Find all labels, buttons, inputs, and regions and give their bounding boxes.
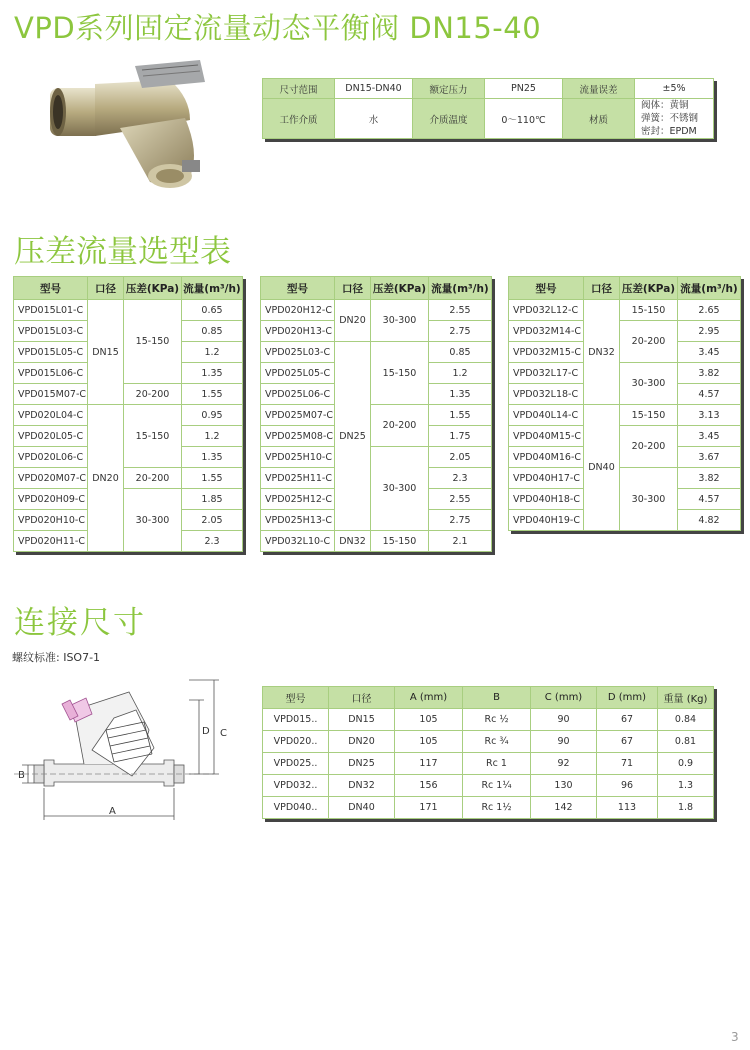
- model-cell: VPD015..: [263, 709, 329, 731]
- model-cell: VPD032L18-C: [509, 384, 584, 405]
- spec-label: 流量误差: [563, 79, 635, 99]
- model-cell: VPD040..: [263, 797, 329, 819]
- col-dn: 口径: [88, 277, 124, 300]
- header-row: [14, 277, 243, 300]
- header-row: [261, 277, 492, 300]
- dn-cell: DN15: [88, 300, 124, 405]
- flow-cell: 4.57: [678, 384, 741, 405]
- spec-value: PN25: [485, 79, 563, 99]
- dn-cell: DN40: [329, 797, 395, 819]
- col-dn: 口径: [329, 687, 395, 709]
- b-cell: Rc ½: [463, 709, 531, 731]
- model-cell: VPD020H10-C: [14, 510, 88, 531]
- spec-label: 工作介质: [263, 99, 335, 139]
- dn-cell: DN32: [335, 531, 371, 552]
- dp-cell: 30-300: [371, 447, 429, 531]
- model-cell: VPD020H11-C: [14, 531, 88, 552]
- dn-cell: DN25: [329, 753, 395, 775]
- a-cell: 105: [395, 709, 463, 731]
- table-row: [14, 384, 243, 405]
- a-cell: 105: [395, 731, 463, 753]
- d-cell: 71: [597, 753, 658, 775]
- model-cell: VPD032L17-C: [509, 363, 584, 384]
- col-a: A (mm): [395, 687, 463, 709]
- a-cell: 171: [395, 797, 463, 819]
- flow-cell: 2.1: [429, 531, 492, 552]
- c-cell: 92: [531, 753, 597, 775]
- dn-cell: DN32: [584, 300, 620, 405]
- flow-cell: 1.35: [429, 384, 492, 405]
- c-cell: 90: [531, 709, 597, 731]
- flow-cell: 2.75: [429, 510, 492, 531]
- model-cell: VPD020..: [263, 731, 329, 753]
- table-row: [263, 775, 714, 797]
- col-model: 型号: [509, 277, 584, 300]
- material-spring: 弹簧：不锈钢: [641, 113, 699, 124]
- flow-cell: 1.35: [182, 363, 243, 384]
- model-cell: VPD025L06-C: [261, 384, 335, 405]
- col-flow: 流量(m³/h): [182, 277, 243, 300]
- col-dp: 压差(KPa): [620, 277, 678, 300]
- flow-cell: 4.82: [678, 510, 741, 531]
- flow-cell: 1.55: [182, 384, 243, 405]
- dp-cell: 20-200: [124, 468, 182, 489]
- flow-cell: 2.05: [182, 510, 243, 531]
- material-body: 阀体：黄铜: [641, 100, 689, 111]
- weight-cell: 0.84: [658, 709, 714, 731]
- model-cell: VPD040H18-C: [509, 489, 584, 510]
- spec-row: [263, 99, 714, 139]
- table-row: [14, 489, 243, 510]
- model-cell: VPD025H13-C: [261, 510, 335, 531]
- valve-dimension-drawing: [14, 670, 248, 830]
- weight-cell: 1.3: [658, 775, 714, 797]
- model-cell: VPD040H19-C: [509, 510, 584, 531]
- model-cell: VPD032L12-C: [509, 300, 584, 321]
- model-cell: VPD025M08-C: [261, 426, 335, 447]
- b-cell: Rc 1: [463, 753, 531, 775]
- col-flow: 流量(m³/h): [429, 277, 492, 300]
- table-row: [261, 447, 492, 468]
- dimension-table: [262, 686, 714, 819]
- model-cell: VPD025H12-C: [261, 489, 335, 510]
- model-cell: VPD020L04-C: [14, 405, 88, 426]
- model-cell: VPD020M07-C: [14, 468, 88, 489]
- dn-cell: DN25: [335, 342, 371, 531]
- flow-cell: 2.75: [429, 321, 492, 342]
- col-weight: 重量 (Kg): [658, 687, 714, 709]
- header-row: [263, 687, 714, 709]
- flow-cell: 2.95: [678, 321, 741, 342]
- model-cell: VPD015M07-C: [14, 384, 88, 405]
- dp-cell: 15-150: [620, 300, 678, 321]
- selection-table-1: [13, 276, 243, 552]
- dp-cell: 20-200: [620, 321, 678, 363]
- flow-cell: 4.57: [678, 489, 741, 510]
- col-model: 型号: [14, 277, 88, 300]
- col-dp: 压差(KPa): [124, 277, 182, 300]
- model-cell: VPD032M15-C: [509, 342, 584, 363]
- c-cell: 142: [531, 797, 597, 819]
- model-cell: VPD020H12-C: [261, 300, 335, 321]
- model-cell: VPD020H09-C: [14, 489, 88, 510]
- spec-row: [263, 79, 714, 99]
- flow-cell: 0.85: [429, 342, 492, 363]
- flow-cell: 1.75: [429, 426, 492, 447]
- c-cell: 90: [531, 731, 597, 753]
- valve-photo: [50, 58, 222, 192]
- dim-label-b: B: [18, 770, 25, 781]
- table-row: [263, 797, 714, 819]
- flow-cell: 0.95: [182, 405, 243, 426]
- dn-cell: DN20: [329, 731, 395, 753]
- model-cell: VPD020H13-C: [261, 321, 335, 342]
- col-flow: 流量(m³/h): [678, 277, 741, 300]
- spec-value: 0～110℃: [485, 99, 563, 139]
- section-title-selection: 压差流量选型表: [14, 234, 231, 270]
- table-row: [14, 300, 243, 321]
- flow-cell: 1.35: [182, 447, 243, 468]
- dp-cell: 20-200: [371, 405, 429, 447]
- dp-cell: 30-300: [371, 300, 429, 342]
- flow-cell: 1.55: [429, 405, 492, 426]
- d-cell: 96: [597, 775, 658, 797]
- table-row: [509, 468, 741, 489]
- spec-label: 额定压力: [413, 79, 485, 99]
- spec-value: 水: [335, 99, 413, 139]
- section-title-connection: 连接尺寸: [14, 605, 146, 641]
- flow-cell: 0.85: [182, 321, 243, 342]
- model-cell: VPD020L05-C: [14, 426, 88, 447]
- model-cell: VPD025L03-C: [261, 342, 335, 363]
- model-cell: VPD015L05-C: [14, 342, 88, 363]
- col-c: C (mm): [531, 687, 597, 709]
- table-row: [509, 405, 741, 426]
- flow-cell: 2.3: [429, 468, 492, 489]
- table-row: [261, 342, 492, 363]
- flow-cell: 2.65: [678, 300, 741, 321]
- flow-cell: 1.55: [182, 468, 243, 489]
- header-row: [509, 277, 741, 300]
- dn-cell: DN15: [329, 709, 395, 731]
- weight-cell: 0.81: [658, 731, 714, 753]
- model-cell: VPD040H17-C: [509, 468, 584, 489]
- spec-table: [262, 78, 714, 139]
- model-cell: VPD025L05-C: [261, 363, 335, 384]
- flow-cell: 3.45: [678, 342, 741, 363]
- flow-cell: 2.55: [429, 300, 492, 321]
- flow-cell: 0.65: [182, 300, 243, 321]
- dp-cell: 15-150: [124, 405, 182, 468]
- model-cell: VPD025M07-C: [261, 405, 335, 426]
- spec-label: 材质: [563, 99, 635, 139]
- flow-cell: 3.82: [678, 468, 741, 489]
- table-row: [263, 731, 714, 753]
- model-cell: VPD040L14-C: [509, 405, 584, 426]
- table-row: [263, 753, 714, 775]
- dp-cell: 30-300: [124, 489, 182, 552]
- flow-cell: 1.2: [182, 342, 243, 363]
- table-row: [509, 321, 741, 342]
- weight-cell: 0.9: [658, 753, 714, 775]
- model-cell: VPD020L06-C: [14, 447, 88, 468]
- table-row: [261, 300, 492, 321]
- table-row: [261, 531, 492, 552]
- spec-label: 尺寸范围: [263, 79, 335, 99]
- flow-cell: 3.13: [678, 405, 741, 426]
- table-row: [263, 709, 714, 731]
- spec-value: ±5%: [635, 79, 714, 99]
- b-cell: Rc 1¼: [463, 775, 531, 797]
- dn-cell: DN20: [335, 300, 371, 342]
- thread-standard: 螺纹标准: ISO7-1: [12, 651, 101, 664]
- dim-label-d: D: [202, 726, 210, 737]
- dn-cell: DN20: [88, 405, 124, 552]
- dn-cell: DN40: [584, 405, 620, 531]
- spec-value: DN15-DN40: [335, 79, 413, 99]
- weight-cell: 1.8: [658, 797, 714, 819]
- model-cell: VPD025H10-C: [261, 447, 335, 468]
- flow-cell: 3.45: [678, 426, 741, 447]
- flow-cell: 3.67: [678, 447, 741, 468]
- a-cell: 117: [395, 753, 463, 775]
- model-cell: VPD015L03-C: [14, 321, 88, 342]
- table-row: [14, 468, 243, 489]
- flow-cell: 2.55: [429, 489, 492, 510]
- col-dn: 口径: [335, 277, 371, 300]
- dp-cell: 15-150: [371, 531, 429, 552]
- flow-cell: 1.2: [429, 363, 492, 384]
- model-cell: VPD032M14-C: [509, 321, 584, 342]
- page-title: VPD系列固定流量动态平衡阀 DN15-40: [14, 11, 542, 45]
- dp-cell: 15-150: [620, 405, 678, 426]
- b-cell: Rc 1½: [463, 797, 531, 819]
- dp-cell: 20-200: [124, 384, 182, 405]
- col-dn: 口径: [584, 277, 620, 300]
- col-dp: 压差(KPa): [371, 277, 429, 300]
- col-d: D (mm): [597, 687, 658, 709]
- material-seal: 密封：EPDM: [641, 126, 697, 137]
- model-cell: VPD015L01-C: [14, 300, 88, 321]
- a-cell: 156: [395, 775, 463, 797]
- dp-cell: 20-200: [620, 426, 678, 468]
- dp-cell: 30-300: [620, 363, 678, 405]
- table-row: [509, 363, 741, 384]
- dim-label-a: A: [109, 806, 116, 817]
- flow-cell: 1.85: [182, 489, 243, 510]
- col-model: 型号: [261, 277, 335, 300]
- page-number: 3: [731, 1030, 739, 1044]
- flow-cell: 2.05: [429, 447, 492, 468]
- model-cell: VPD025H11-C: [261, 468, 335, 489]
- dp-cell: 30-300: [620, 468, 678, 531]
- d-cell: 67: [597, 709, 658, 731]
- table-row: [14, 405, 243, 426]
- selection-table-3: [508, 276, 741, 531]
- model-cell: VPD040M16-C: [509, 447, 584, 468]
- dp-cell: 15-150: [371, 342, 429, 405]
- dp-cell: 15-150: [124, 300, 182, 384]
- dn-cell: DN32: [329, 775, 395, 797]
- b-cell: Rc ¾: [463, 731, 531, 753]
- model-cell: VPD032L10-C: [261, 531, 335, 552]
- table-row: [509, 300, 741, 321]
- col-b: B: [463, 687, 531, 709]
- d-cell: 67: [597, 731, 658, 753]
- flow-cell: 1.2: [182, 426, 243, 447]
- selection-table-2: [260, 276, 492, 552]
- d-cell: 113: [597, 797, 658, 819]
- spec-label: 介质温度: [413, 99, 485, 139]
- table-row: [261, 405, 492, 426]
- material-list: [635, 99, 714, 139]
- c-cell: 130: [531, 775, 597, 797]
- model-cell: VPD032..: [263, 775, 329, 797]
- model-cell: VPD040M15-C: [509, 426, 584, 447]
- flow-cell: 3.82: [678, 363, 741, 384]
- flow-cell: 2.3: [182, 531, 243, 552]
- dim-label-c: C: [220, 728, 227, 739]
- model-cell: VPD015L06-C: [14, 363, 88, 384]
- col-model: 型号: [263, 687, 329, 709]
- model-cell: VPD025..: [263, 753, 329, 775]
- table-row: [509, 426, 741, 447]
